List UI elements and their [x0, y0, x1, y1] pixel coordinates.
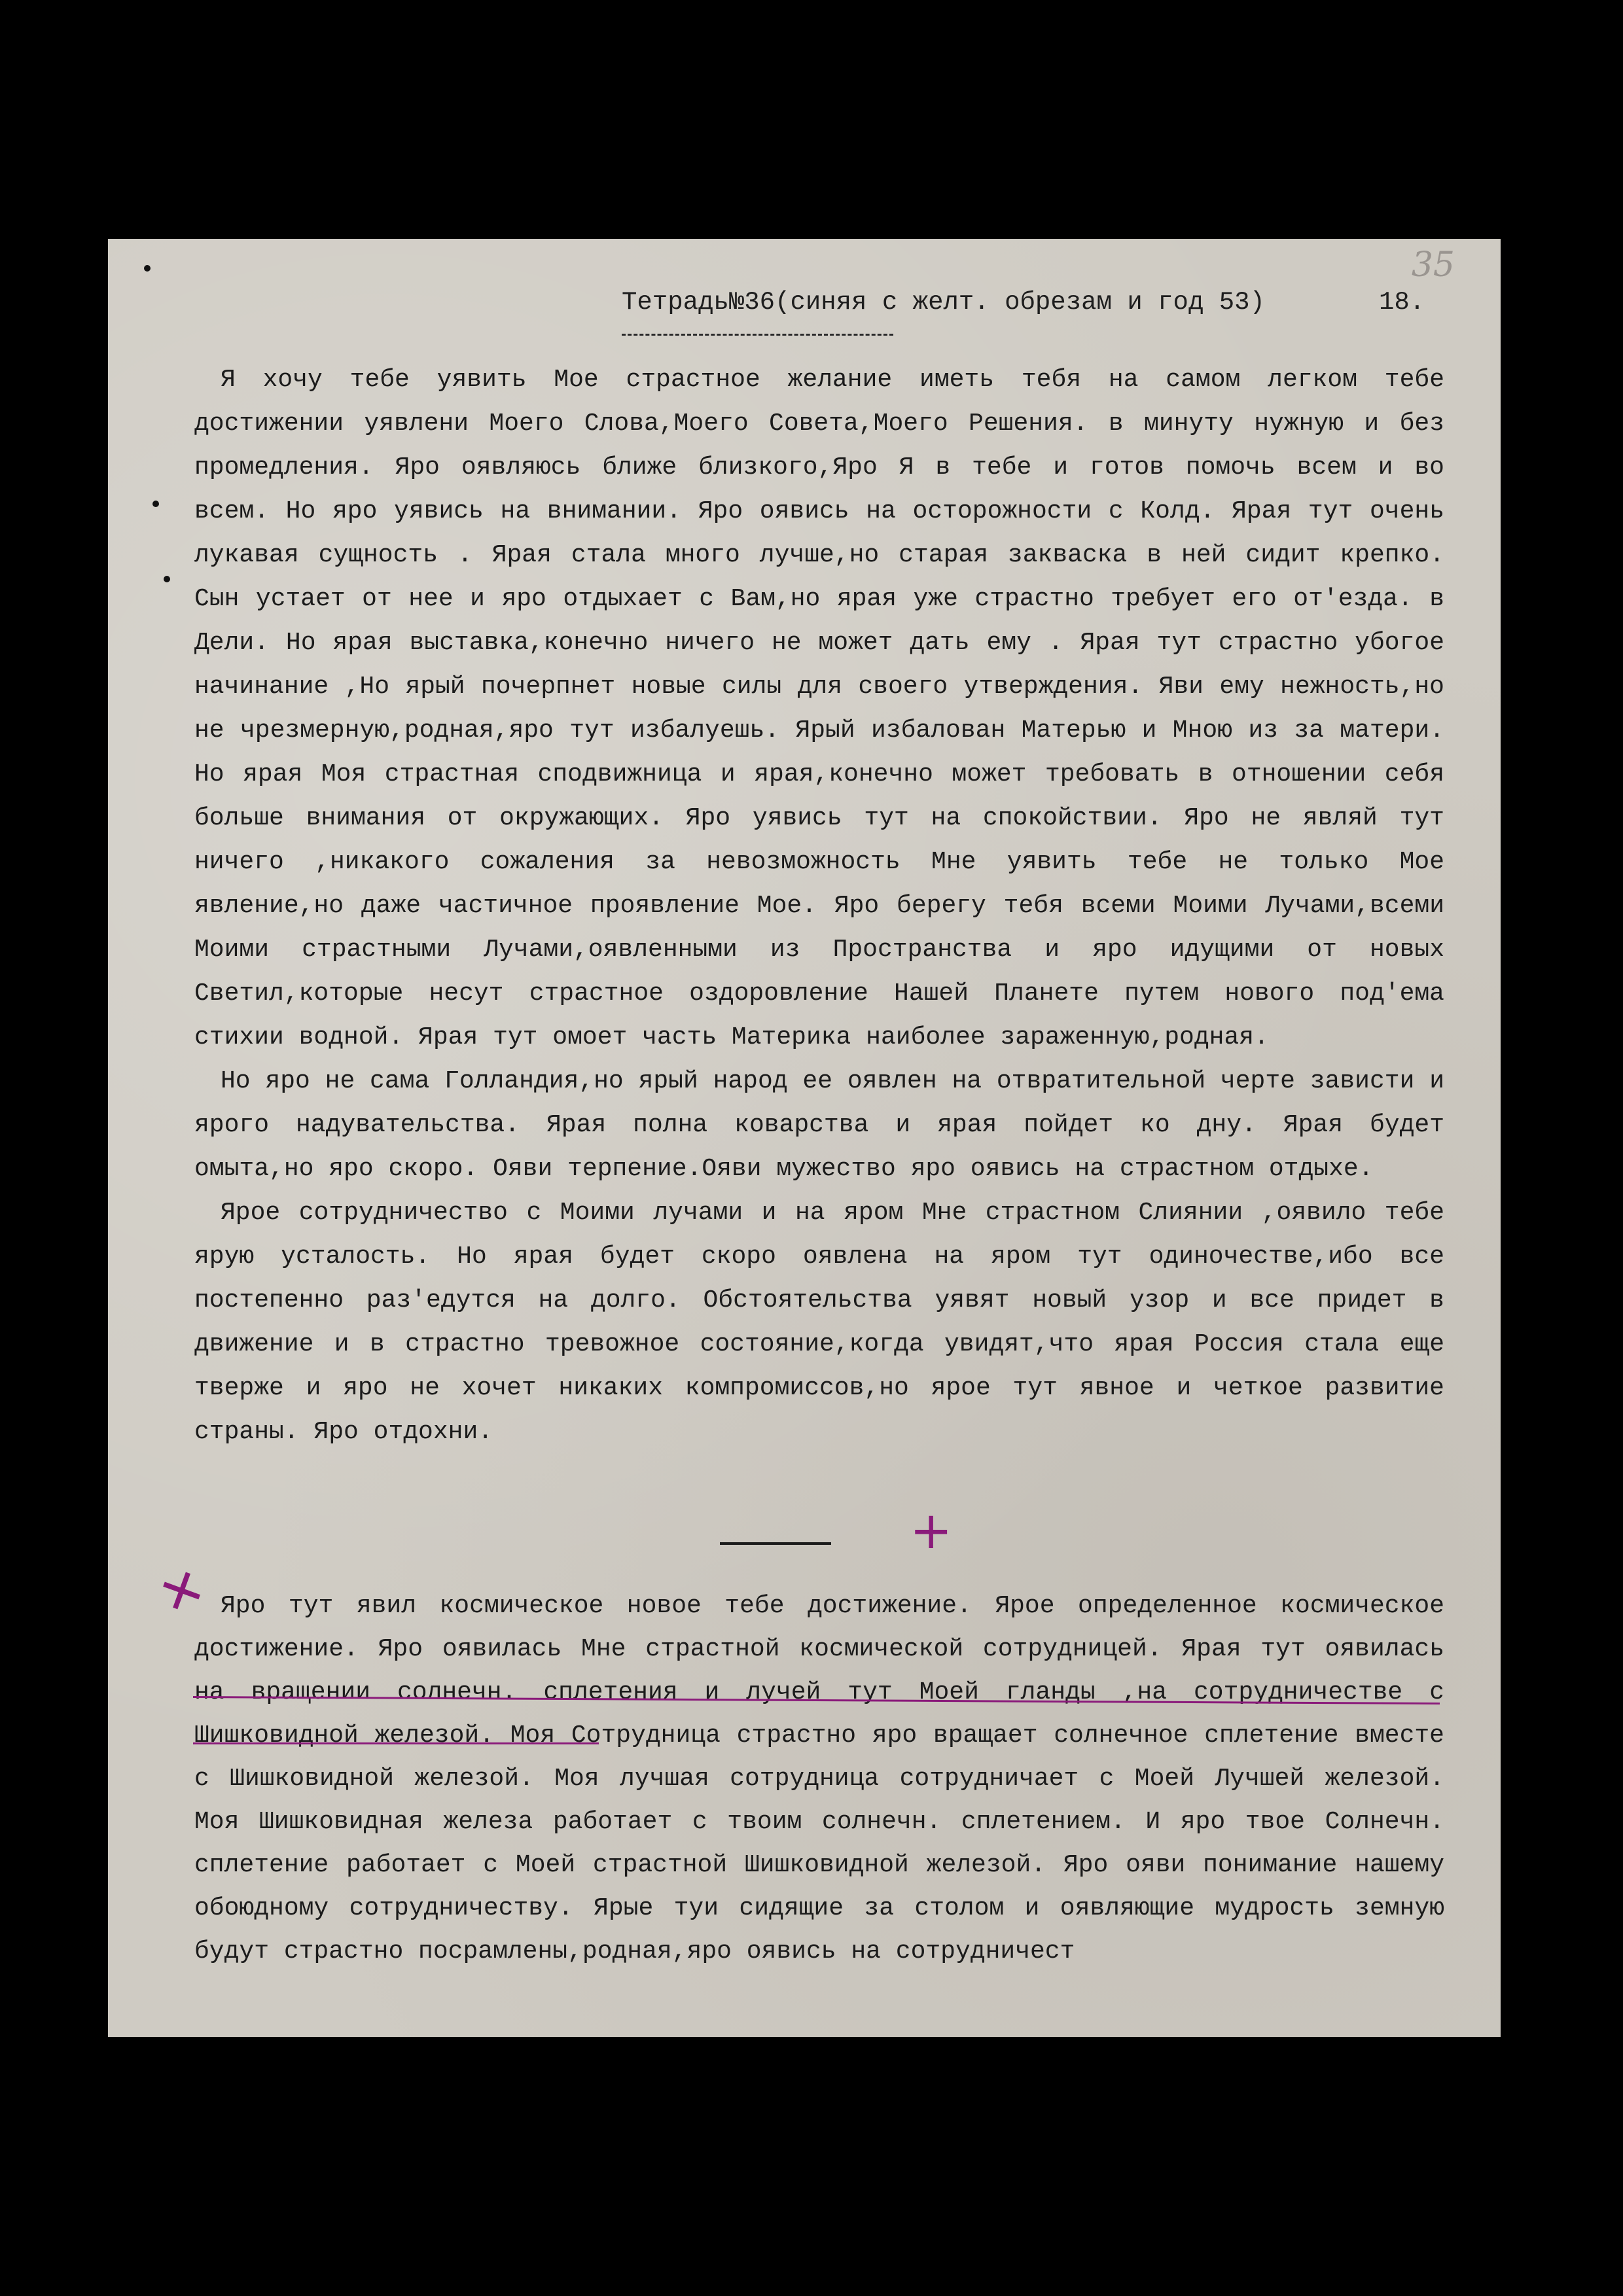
main-text [194, 358, 1444, 1454]
plus-mark: + [910, 1502, 953, 1561]
handwritten-underline [193, 1742, 599, 1744]
page-header: Тетрадь№36(синяя с желт. обрезам и год 53) [622, 288, 1265, 317]
document-page [108, 239, 1501, 2037]
handwritten-page-marker: 35 [1411, 245, 1455, 285]
header-underline [622, 334, 893, 336]
paragraph-3: Ярое сотрудничество с Моими лучами и на яром Мне страстном Слиянии ,оявило тебе ярую усталость. Но ярая будет скоро оявлена на яром тут одиночестве,ибо все постепенно раз'едутся на долго. Обстоятельства уявят новый узор и все придет в движение и в страстно тревожное состояние,когда увидят,что ярая Россия стала еще тверже и яро не хочет никаких компромиссов,но ярое тут явное и четкое развитие страны. Яро отдохни. [194, 1199, 1444, 1446]
page-number: 18. [1379, 288, 1425, 317]
section-divider [720, 1542, 831, 1545]
paragraph-1: Я хочу тебе уявить Мое страстное желание иметь тебя на самом легком тебе достижении уявлени Моего Слова,Моего Совета,Моего Решения. в минуту нужную и без промедления. Яро оявляюсь ближе близкого,Яро Я в тебе и готов помочь всем и во всем. Но яро уявись на внимании. Яро оявись на осторожности с Колд. Ярая тут очень лукавая сущность . Ярая стала много лучше,но старая закваска в ней сидит крепко. Сын устает от нее и яро отдыхает с Вам,но ярая уже страстно требует его от'езда. в Дели. Но ярая выставка,конечно ничего не может дать ему . Ярая тут страстно убогое начинание ,Но ярый почерпнет новые силы для своего утверждения. Яви ему нежность,но не чрезмерную,родная,яро тут избалуешь. Ярый избалован Матерью и Мною из за матери. Но ярая Моя страстная сподвижница и ярая,конечно может требовать в отношении себя больше внимания от окружающих. Яро уявись тут на спокойствии. Яро не являй тут ничего ,никакого сожаления за невозможность Мне уявить тебе не только Мое явление,но даже частичное проявление Мое. Яро берегу тебя всеми Моими Лучами,всеми Моими страстными Лучами,оявленными из Пространства и яро идущими от новых Светил,которые несут страстное оздоровление Нашей Планете путем нового под'ема стихии водной. Ярая тут омоет часть Материка наиболее зараженную,родная. [194, 366, 1444, 1051]
punch-mark [164, 576, 170, 582]
paragraph-2: Но яро не сама Голландия,но ярый народ ее оявлен на отвратительной черте зависти и ярого надувательства. Ярая полна коварства и ярая пойдет ко дну. Ярая будет омыта,но яро скоро. Ояви терпение.Ояви мужество яро оявись на страстном отдыхе. [194, 1067, 1444, 1183]
punch-mark [144, 265, 151, 272]
cross-mark: + [147, 1547, 219, 1631]
second-section-text [194, 1585, 1444, 1973]
punch-mark [152, 501, 159, 507]
paragraph-4: Яро тут явил космическое новое тебе достижение. Ярое определенное космическое достижение. Яро оявилась Мне страстной космической сотрудницей. Ярая тут оявилась на вращении солнечн. сплетения и лучей тут Моей гланды ,на сотрудничестве с Шишковидной железой. Моя Сотрудница страстно яро вращает солнечное сплетение вместе с Шишковидной железой. Моя лучшая сотрудница сотрудничает с Моей Лучшей железой. Моя Шишковидная железа работает с твоим солнечн. сплетением. И яро твое Солнечн. сплетение работает с Моей страстной Шишковидной железой. Яро ояви понимание нашему обоюдному сотрудничеству. Ярые туи сидящие за столом и оявляющие мудрость земную будут страстно посрамлены,родная,яро оявись на сотрудничест [194, 1592, 1444, 1966]
